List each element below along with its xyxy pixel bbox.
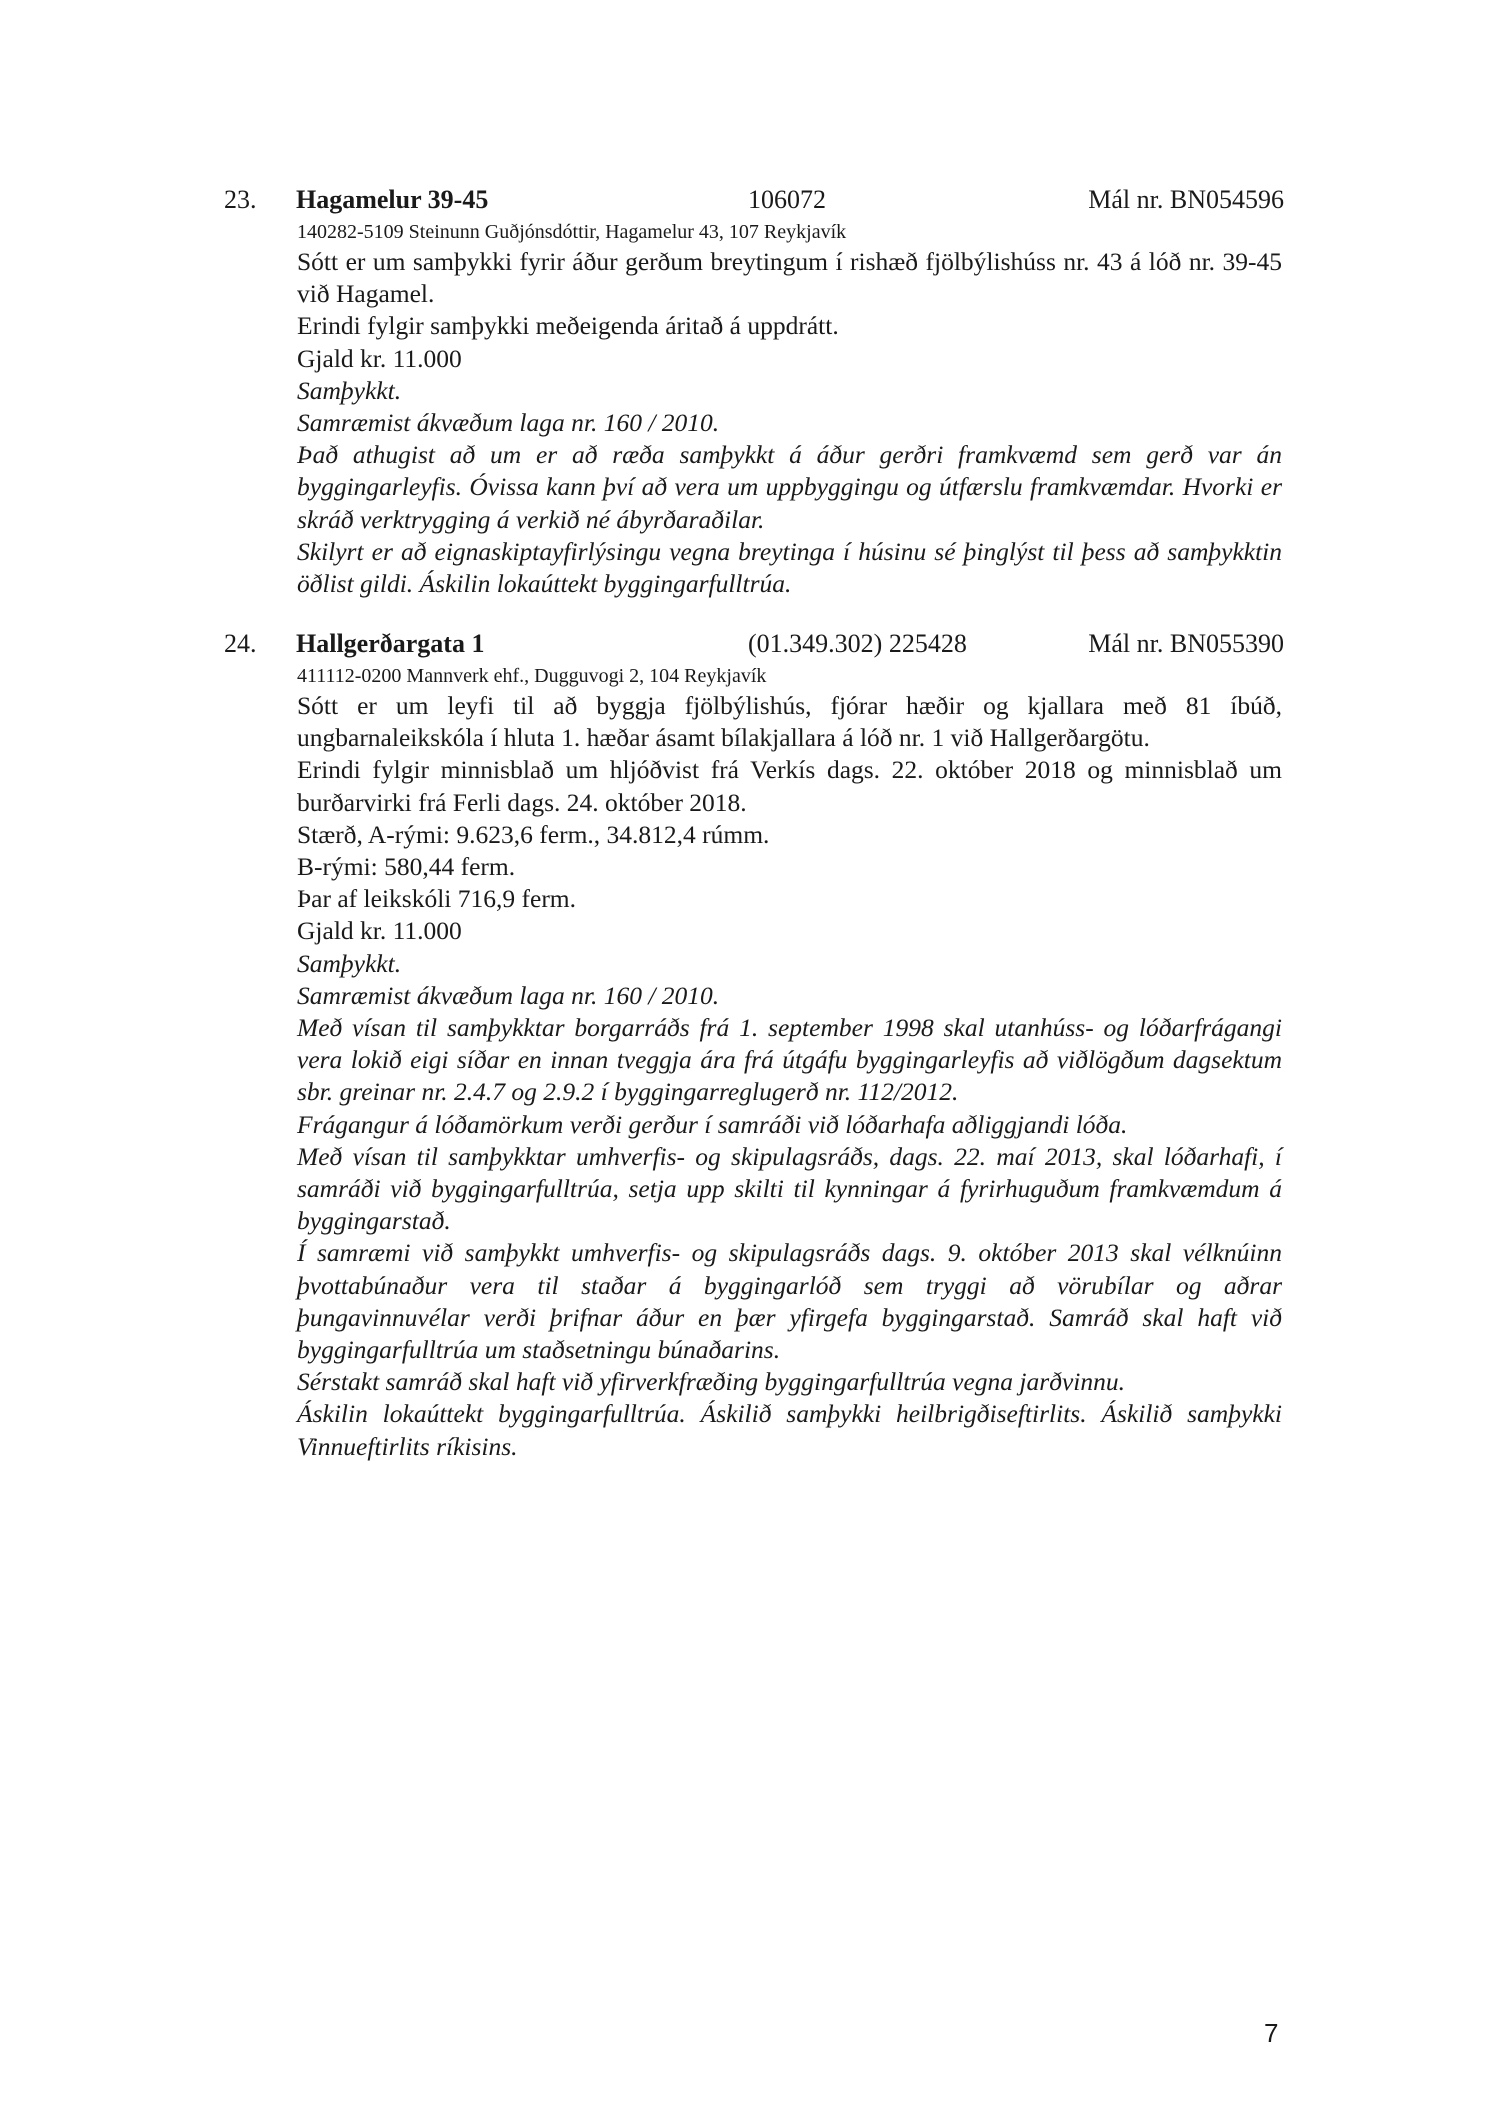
item-title: Hallgerðargata 1 — [296, 629, 485, 658]
item-groundwork: Sérstakt samráð skal haft við yfirverkfræðing byggingarfulltrúa vegna jarðvinnu. — [297, 1367, 1125, 1397]
item-applicant: 411112-0200 Mannverk ehf., Dugguvogi 2, 104 Reykjavík — [297, 665, 767, 687]
item-documents: Erindi fylgir samþykki meðeigenda áritað á uppdrátt. — [297, 311, 839, 341]
item-decision: Samþykkt. — [297, 948, 402, 978]
item-description: Sótt er um samþykki fyrir áður gerðum breytingum í rishæð fjölbýlishúss nr. 43 á lóð nr. 39-45 við Hagamel. — [297, 247, 1282, 309]
page-number: 7 — [1264, 2018, 1279, 2048]
item-header — [224, 182, 1284, 218]
item-property-code: 106072 — [748, 185, 826, 214]
item-description: Sótt er um leyfi til að byggja fjölbýlishús, fjórar hæðir og kjallara með 81 íbúð, ungbarnaleikskóla í hluta 1. hæðar ásamt bílakjallara á lóð nr. 1 við Hallgerðargötu. — [297, 691, 1282, 753]
item-finishing: Með vísan til samþykktar borgarráðs frá 1. september 1998 skal utanhúss- og lóðarfrágangi vera lokið eigi síðar en innan tveggja ára frá útgáfu byggingarleyfis að viðlögðum dagsektum sbr. greinar nr. 2.4.7 og 2.9.2 í byggingarreglugerð nr. 112/2012. — [297, 1013, 1282, 1107]
item-applicant: 140282-5109 Steinunn Guðjónsdóttir, Hagamelur 43, 107 Reykjavík — [297, 221, 847, 243]
item-case-number: Mál nr. BN055390 — [1088, 629, 1284, 658]
item-note: Það athugist að um er að ræða samþykkt á áður gerðri framkvæmd sem gerð var án byggingarleyfis. Óvissa kann því að vera um uppbyggingu og útfærslu framkvæmdar. Hvorki er skráð verktrygging á verkið né ábyrðaraðilar. — [297, 440, 1282, 534]
item-documents: Erindi fylgir minnisblað um hljóðvist frá Verkís dags. 22. október 2018 og minnisblað um burðarvirki frá Ferli dags. 24. október 2018. — [297, 755, 1282, 817]
item-title: Hagamelur 39-45 — [296, 185, 489, 214]
item-property-code: (01.349.302) 225428 — [748, 629, 967, 658]
item-number: 23. — [224, 185, 257, 214]
item-header — [224, 626, 1284, 662]
item-signs: Með vísan til samþykktar umhverfis- og skipulagsráðs, dags. 22. maí 2013, skal lóðarhafi, í samráði við byggingarfulltrúa, setja upp skilti til kynningar á fyrirhuguðum framkvæmdum á byggingarstað. — [297, 1141, 1282, 1236]
item-fee: Gjald kr. 11.000 — [297, 343, 462, 373]
item-body — [297, 218, 1282, 600]
item-size-school: Þar af leikskóli 716,9 ferm. — [297, 884, 577, 914]
item-body — [297, 662, 1282, 1463]
item-number: 24. — [224, 629, 257, 658]
item-size-b: B-rými: 580,44 ferm. — [297, 852, 516, 882]
item-approvals: Áskilin lokaúttekt byggingarfulltrúa. Áskilið samþykki heilbrigðiseftirlits. Áskilið samþykki Vinnueftirlits ríkisins. — [297, 1399, 1282, 1461]
agenda-item-24 — [224, 626, 1284, 1463]
item-size-a: Stærð, A-rými: 9.623,6 ferm., 34.812,4 rúmm. — [297, 819, 770, 849]
agenda-item-23 — [224, 182, 1284, 600]
item-case-number: Mál nr. BN054596 — [1088, 185, 1284, 214]
item-fee: Gjald kr. 11.000 — [297, 916, 462, 946]
item-condition: Skilyrt er að eignaskiptayfirlýsingu vegna breytinga í húsinu sé þinglýst til þess að samþykktin öðlist gildi. Áskilin lokaúttekt byggingarfulltrúa. — [297, 536, 1282, 599]
item-decision: Samþykkt. — [297, 375, 402, 405]
item-law: Samræmist ákvæðum laga nr. 160 / 2010. — [297, 408, 720, 438]
item-washing: Í samræmi við samþykkt umhverfis- og skipulagsráðs dags. 9. október 2013 skal vélknúinn þvottabúnaður vera til staðar á byggingarlóð sem tryggi að vörubílar og aðrar þungavinnuvélar verði þrifnar áður en þær yfirgefa byggingarstað. Samráð skal haft við byggingarfulltrúa um staðsetningu búnaðarins. — [297, 1238, 1282, 1365]
item-boundary: Frágangur á lóðamörkum verði gerður í samráði við lóðarhafa aðliggjandi lóða. — [297, 1109, 1128, 1139]
item-law: Samræmist ákvæðum laga nr. 160 / 2010. — [297, 980, 720, 1010]
